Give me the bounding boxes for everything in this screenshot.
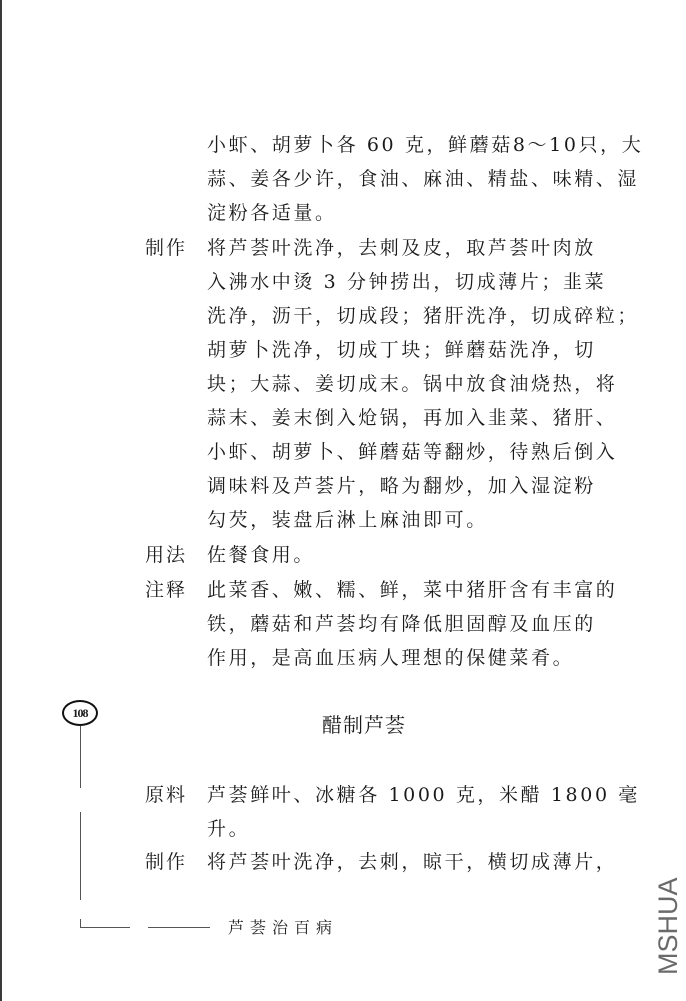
- text-line: 入沸水中烫 3 分钟捞出，切成薄片；韭菜: [207, 271, 607, 293]
- margin-rule: [80, 726, 81, 788]
- text-line: 勾芡，装盘后淋上麻油即可。: [207, 509, 488, 531]
- watermark: MSHUA: [653, 877, 683, 975]
- running-footer-title: 芦荟治百病: [228, 918, 339, 937]
- text-line: 胡萝卜洗净，切成丁块；鲜蘑菇洗净，切: [207, 339, 596, 361]
- ingredients-label: 原料: [145, 784, 188, 806]
- text-line: 将芦荟叶洗净，去刺，晾干，横切成薄片，: [207, 851, 618, 873]
- page-left-edge: [0, 0, 2, 1001]
- text-line: 块；大蒜、姜切成末。锅中放食油烧热，将: [207, 373, 618, 395]
- page-number: 108: [62, 700, 98, 726]
- text-line: 作用，是高血压病人理想的保健菜肴。: [207, 647, 575, 669]
- recipe-2-title: 醋制芦荟: [322, 713, 406, 737]
- text-line: 升。: [207, 818, 251, 840]
- text-line: 洗净，沥干，切成段；猪肝洗净，切成碎粒；: [207, 305, 640, 327]
- text-line: 小虾、胡萝卜各 60 克，鲜蘑菇8～10只，大: [207, 134, 644, 156]
- usage-label: 用法: [145, 544, 188, 566]
- footer-rule: [148, 927, 210, 928]
- text-line: 此菜香、嫩、糯、鲜，菜中猪肝含有丰富的: [207, 579, 618, 601]
- notes-label: 注释: [145, 579, 188, 601]
- method-label: 制作: [145, 237, 188, 259]
- footer-rule: [80, 927, 130, 928]
- text-line: 调味料及芦荟片，略为翻炒，加入湿淀粉: [207, 475, 596, 497]
- method-label: 制作: [145, 851, 188, 873]
- text-line: 淀粉各适量。: [207, 202, 337, 224]
- margin-rule: [80, 812, 81, 900]
- text-line: 蒜末、姜末倒入炝锅，再加入韭菜、猪肝、: [207, 407, 618, 429]
- margin-rule-corner: [80, 919, 81, 927]
- text-line: 蒜、姜各少许，食油、麻油、精盐、味精、湿: [207, 168, 640, 190]
- text-line: 小虾、胡萝卜、鲜蘑菇等翻炒，待熟后倒入: [207, 441, 618, 463]
- text-line: 将芦荟叶洗净，去刺及皮，取芦荟叶肉放: [207, 237, 596, 259]
- text-line: 芦荟鲜叶、冰糖各 1000 克，米醋 1800 毫: [207, 784, 640, 806]
- text-line: 佐餐食用。: [207, 544, 316, 566]
- text-line: 铁，蘑菇和芦荟均有降低胆固醇及血压的: [207, 613, 596, 635]
